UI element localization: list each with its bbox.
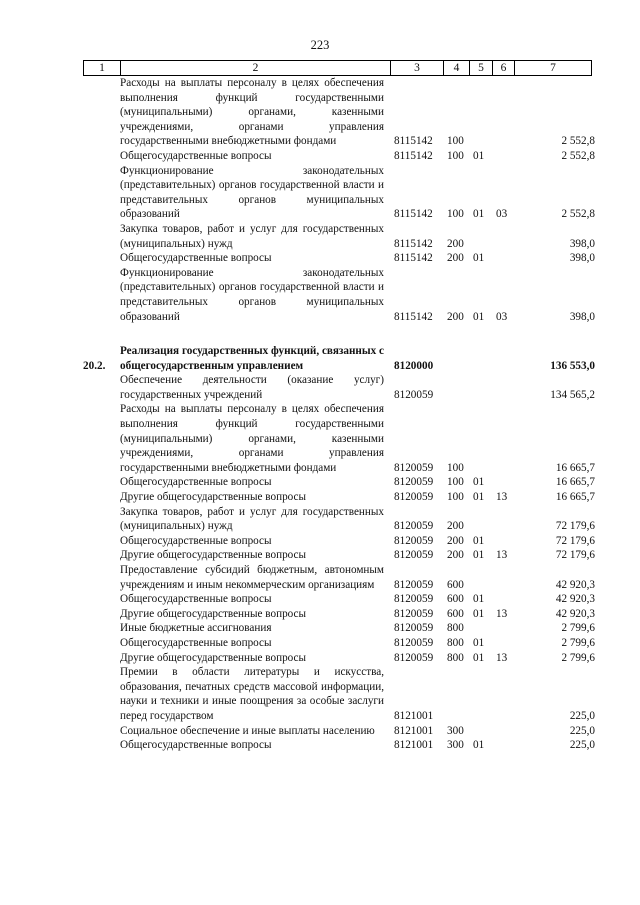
table-row — [83, 592, 595, 607]
row-amount: 2 552,8 — [561, 149, 595, 162]
row-amount: 16 665,7 — [555, 461, 595, 474]
row-name: Другие общегосударственные вопросы — [120, 549, 307, 562]
row-section: 01 — [473, 310, 485, 323]
row-code: 8120059 — [394, 520, 434, 533]
row-amount: 2 799,6 — [561, 636, 595, 649]
row-code: 8120059 — [394, 607, 434, 620]
row-subsection: 13 — [496, 549, 508, 562]
row-amount: 225,0 — [569, 709, 595, 722]
header-col-7: 7 — [515, 61, 592, 76]
table-body — [83, 76, 595, 753]
row-expense-type: 100 — [447, 135, 464, 148]
row-expense-type: 600 — [447, 593, 464, 606]
table-header — [83, 60, 592, 76]
table-row — [83, 738, 595, 753]
row-name: Закупка товаров, работ и услуг для государственных (муниципальных) нужд — [120, 222, 384, 250]
row-section: 01 — [473, 534, 485, 547]
row-expense-type: 800 — [447, 636, 464, 649]
header-col-4: 4 — [444, 61, 470, 76]
row-expense-type: 200 — [447, 549, 464, 562]
table-row — [83, 548, 595, 563]
row-section: 01 — [473, 636, 485, 649]
row-name: Обеспечение деятельности (оказание услуг) государственных учреждений — [120, 374, 384, 401]
row-code: 8120059 — [394, 622, 434, 635]
row-name: Другие общегосударственные вопросы — [120, 491, 307, 504]
table-row — [83, 76, 595, 149]
row-code: 8121001 — [394, 724, 434, 737]
row-expense-type: 200 — [447, 252, 464, 265]
row-name: Премии в области литературы и искусства, образования, печатных средств массовой информации, науки и техники и иные поощрения за особые заслуги перед государством — [120, 666, 384, 722]
row-name: Общегосударственные вопросы — [120, 476, 272, 489]
row-subsection: 13 — [496, 607, 508, 620]
row-code: 8121001 — [394, 739, 434, 752]
table-row — [83, 563, 595, 592]
row-code: 8115142 — [394, 208, 433, 221]
row-expense-type: 800 — [447, 622, 464, 635]
row-code: 8115142 — [394, 149, 433, 162]
row-amount: 72 179,6 — [555, 520, 595, 533]
row-name: Другие общегосударственные вопросы — [120, 651, 307, 664]
row-name: Общегосударственные вопросы — [120, 739, 272, 752]
row-code: 8120059 — [394, 549, 434, 562]
row-code: 8120059 — [394, 578, 434, 591]
row-amount: 398,0 — [569, 252, 595, 265]
table-row — [83, 621, 595, 636]
row-expense-type: 200 — [447, 310, 464, 323]
row-expense-type: 600 — [447, 607, 464, 620]
row-code: 8120059 — [394, 534, 434, 547]
header-col-3: 3 — [391, 61, 444, 76]
row-amount: 16 665,7 — [555, 476, 595, 489]
row-name: Общегосударственные вопросы — [120, 636, 272, 649]
row-code: 8115142 — [394, 310, 433, 323]
row-amount: 2 799,6 — [561, 651, 595, 664]
row-section: 01 — [473, 607, 485, 620]
table-row — [83, 402, 595, 475]
row-amount: 134 565,2 — [550, 388, 595, 401]
row-amount: 72 179,6 — [555, 534, 595, 547]
row-expense-type: 200 — [447, 534, 464, 547]
row-section: 01 — [473, 491, 485, 504]
row-section: 01 — [473, 593, 485, 606]
row-expense-type: 600 — [447, 578, 464, 591]
table-row — [83, 724, 595, 739]
row-amount: 398,0 — [569, 237, 595, 250]
row-section: 01 — [473, 739, 485, 752]
row-code: 8115142 — [394, 237, 433, 250]
row-code: 8120059 — [394, 651, 434, 664]
row-amount: 42 920,3 — [555, 607, 595, 620]
table-row — [83, 251, 595, 266]
row-subsection: 13 — [496, 651, 508, 664]
row-name: Предоставление субсидий бюджетным, автономным учреждениям и иным некоммерческим организациям — [120, 564, 384, 591]
row-section: 01 — [473, 252, 485, 265]
row-name: Общегосударственные вопросы — [120, 149, 272, 162]
row-section: 01 — [473, 208, 485, 221]
row-amount: 2 799,6 — [561, 622, 595, 635]
row-code: 8120000 — [394, 359, 434, 372]
row-expense-type: 100 — [447, 208, 464, 221]
row-amount: 136 553,0 — [550, 359, 595, 372]
row-expense-type: 200 — [447, 520, 464, 533]
row-name: Функционирование законодательных (представительных) органов государственной власти и представительных органов муниципальных образований — [120, 164, 384, 221]
row-name: Общегосударственные вопросы — [120, 593, 272, 606]
row-name: Расходы на выплаты персоналу в целях обеспечения выполнения функций государственными (муниципальными) органами, казенными учреждениями, органами управления государственными внебюджетными фондами — [120, 77, 384, 148]
row-expense-type: 100 — [447, 461, 464, 474]
table-row — [83, 373, 595, 402]
row-name: Функционирование законодательных (представительных) органов государственной власти и представительных органов муниципальных образований — [120, 266, 384, 323]
row-name: Закупка товаров, работ и услуг для государственных (муниципальных) нужд — [120, 505, 384, 533]
row-code: 8120059 — [394, 593, 434, 606]
header-col-1: 1 — [84, 61, 121, 76]
row-amount: 2 552,8 — [561, 208, 595, 221]
row-amount: 72 179,6 — [555, 549, 595, 562]
row-amount: 42 920,3 — [555, 578, 595, 591]
table-row — [83, 534, 595, 549]
row-expense-type: 100 — [447, 491, 464, 504]
row-code: 8120059 — [394, 491, 434, 504]
row-name: Реализация государственных функций, связанных с общегосударственным управлением — [120, 345, 384, 372]
row-code: 8120059 — [394, 476, 434, 489]
table-row — [83, 636, 595, 651]
row-section: 01 — [473, 549, 485, 562]
row-expense-type: 100 — [447, 149, 464, 162]
row-amount: 225,0 — [569, 739, 595, 752]
row-subsection: 03 — [496, 310, 508, 323]
header-col-2: 2 — [121, 61, 391, 76]
table-row — [83, 164, 595, 222]
row-expense-type: 800 — [447, 651, 464, 664]
row-subsection: 13 — [496, 491, 508, 504]
row-amount: 16 665,7 — [555, 491, 595, 504]
row-name: Иные бюджетные ассигнования — [120, 622, 272, 635]
table-row — [83, 266, 595, 324]
row-number: 20.2. — [83, 359, 106, 372]
row-name: Общегосударственные вопросы — [120, 534, 272, 547]
table-row — [83, 651, 595, 666]
table-row — [83, 490, 595, 505]
row-name: Общегосударственные вопросы — [120, 252, 272, 265]
table-row — [83, 475, 595, 490]
row-amount: 398,0 — [569, 310, 595, 323]
row-code: 8120059 — [394, 636, 434, 649]
row-name: Социальное обеспечение и иные выплаты населению — [120, 724, 375, 737]
table-row — [83, 607, 595, 622]
row-code: 8121001 — [394, 709, 434, 722]
row-name: Расходы на выплаты персоналу в целях обеспечения выполнения функций государственными (муниципальными) органами, казенными учреждениями, органами управления государственными внебюджетными фондами — [120, 403, 384, 474]
row-name: Другие общегосударственные вопросы — [120, 607, 307, 620]
row-subsection: 03 — [496, 208, 508, 221]
row-amount: 2 552,8 — [561, 135, 595, 148]
row-expense-type: 300 — [447, 724, 464, 737]
row-amount: 42 920,3 — [555, 593, 595, 606]
table-row — [83, 149, 595, 164]
row-section: 01 — [473, 149, 485, 162]
row-code: 8120059 — [394, 388, 434, 401]
table-row — [83, 344, 595, 373]
row-expense-type: 200 — [447, 237, 464, 250]
page-number: 223 — [310, 38, 330, 52]
table-row — [83, 222, 595, 251]
table-row — [83, 665, 595, 723]
table-row — [83, 505, 595, 534]
header-col-5: 5 — [470, 61, 493, 76]
header-col-6: 6 — [493, 61, 515, 76]
row-section: 01 — [473, 651, 485, 664]
budget-table — [83, 60, 595, 753]
row-code: 8120059 — [394, 461, 434, 474]
row-amount: 225,0 — [569, 724, 595, 737]
row-expense-type: 100 — [447, 476, 464, 489]
row-code: 8115142 — [394, 252, 433, 265]
row-code: 8115142 — [394, 135, 433, 148]
row-section: 01 — [473, 476, 485, 489]
row-expense-type: 300 — [447, 739, 464, 752]
